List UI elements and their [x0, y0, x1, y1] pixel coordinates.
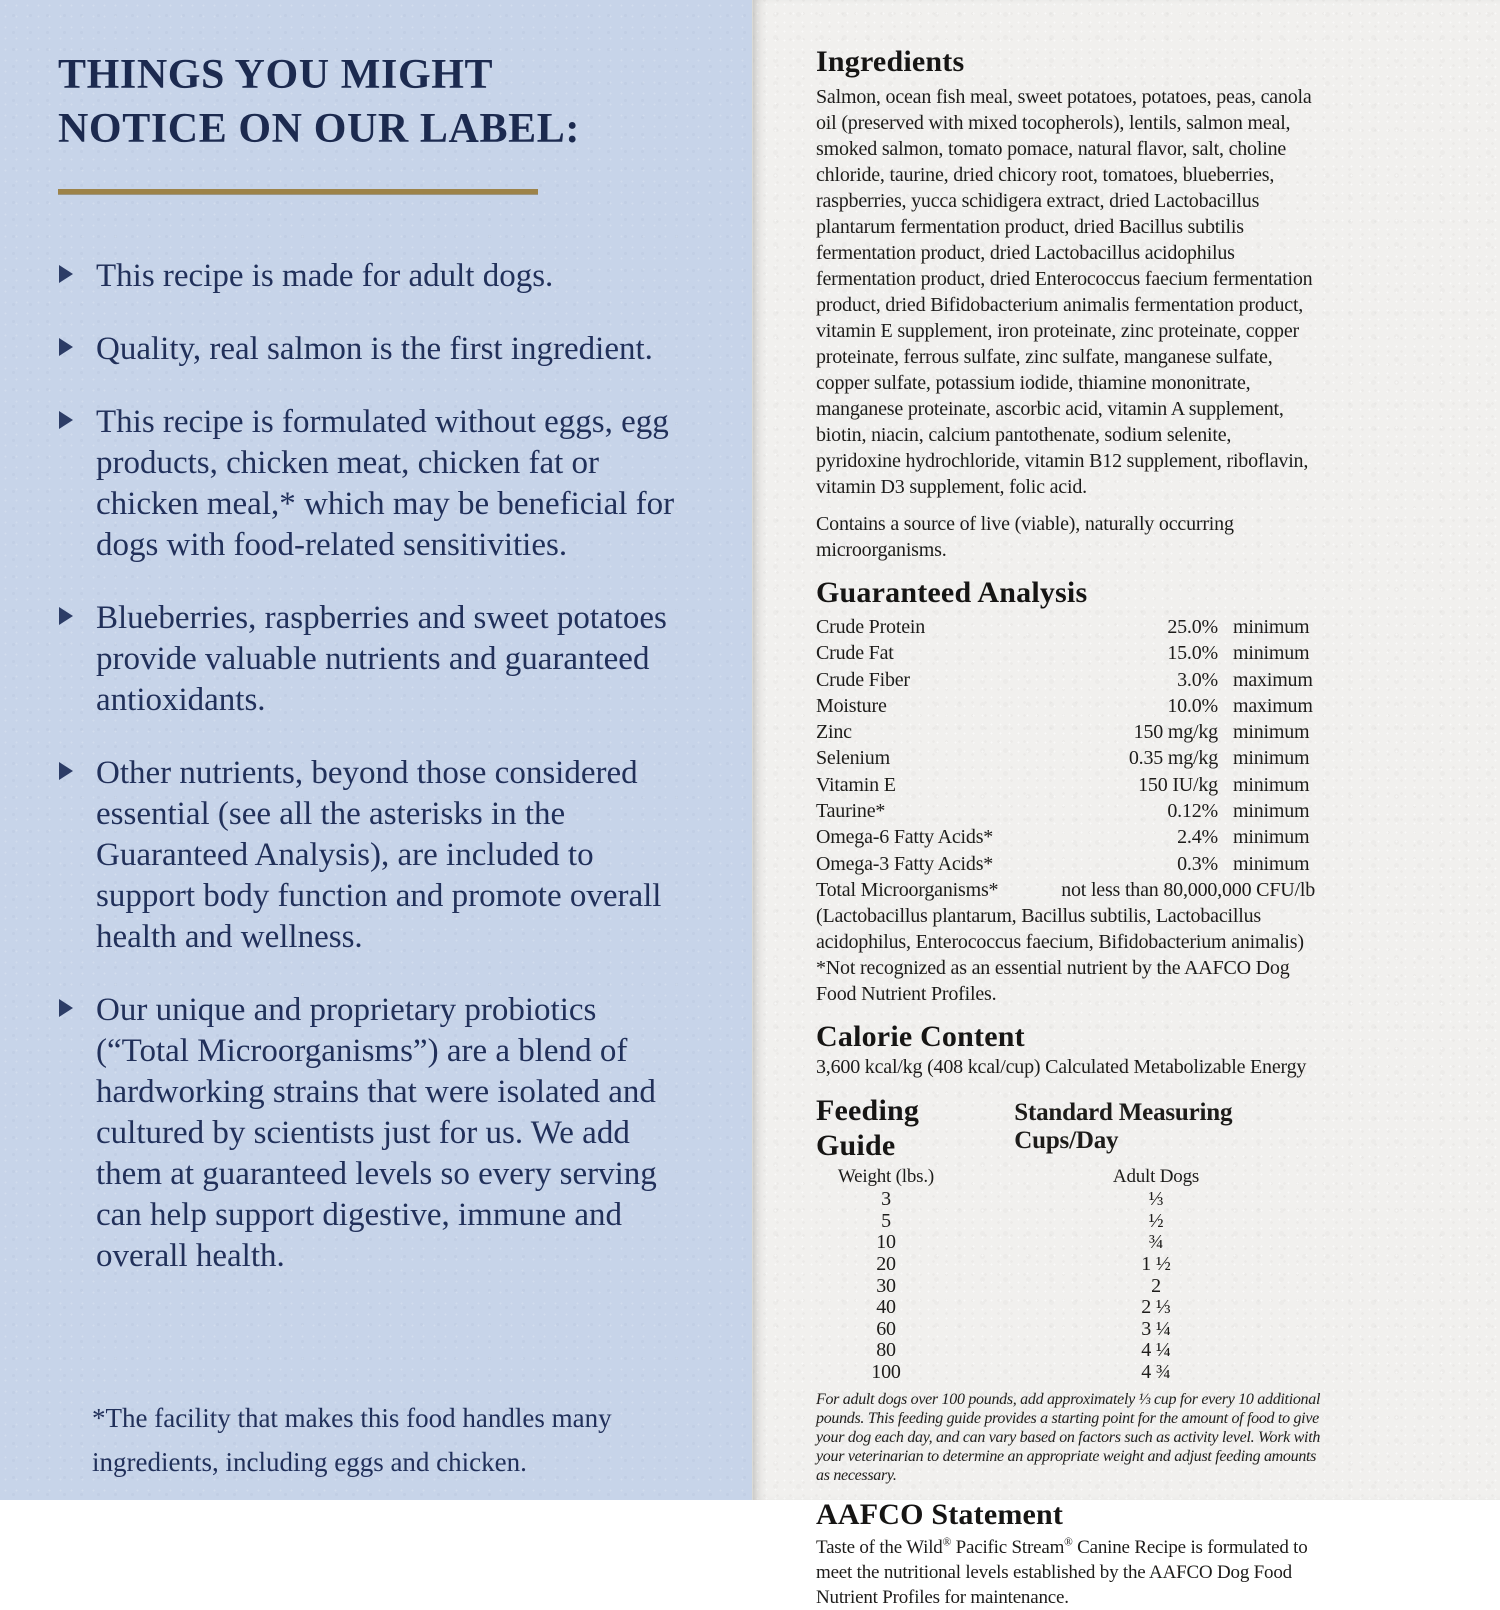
feeding-cups-value: 2 ⅓	[1141, 1296, 1171, 1319]
ga-nutrient-label: Omega-6 Fatty Acids*	[816, 826, 994, 849]
feeding-guide-row	[816, 1254, 1315, 1276]
feeding-cups-value: ⅓	[1148, 1188, 1164, 1211]
bullet-item	[58, 598, 686, 721]
ga-species-note: (Lactobacillus plantarum, Bacillus subtilis, Lactobacillus acidophilus, Enterococcus faecium, Bifidobacterium animalis)	[816, 905, 1304, 954]
ga-nutrient-qualifier: minimum	[1233, 852, 1310, 875]
feeding-weight-value: 40	[876, 1296, 896, 1319]
ga-nutrient-value: 3.0%	[1177, 668, 1218, 691]
feeding-guide-header	[816, 1093, 1315, 1163]
feeding-guide-row	[816, 1362, 1315, 1384]
ga-nutrient-label: Selenium	[816, 747, 890, 770]
feeding-weight-value: 60	[876, 1317, 896, 1340]
ga-nutrient-value: 0.12%	[1167, 800, 1218, 823]
ga-nutrient-qualifier: maximum	[1233, 668, 1313, 691]
feeding-guide-row	[816, 1340, 1315, 1362]
left-panel	[0, 0, 752, 1500]
feeding-cups-value: ¾	[1148, 1231, 1164, 1254]
ga-nutrient-label: Crude Protein	[816, 616, 926, 638]
feeding-guide-row	[816, 1211, 1315, 1233]
ga-row	[816, 614, 1315, 640]
triangle-bullet-icon	[59, 762, 73, 780]
ingredients-heading: Ingredients	[816, 45, 965, 78]
bullet-text: This recipe is formulated without eggs, egg products, chicken meat, chicken fat or chicken meal,* which may be beneficial for dogs with food-related sensitivities.	[96, 404, 675, 563]
feeding-guide-column-headers	[816, 1165, 1315, 1189]
ga-nutrient-value: 10.0%	[1167, 694, 1218, 717]
feeding-guide-cups-header: Adult Dogs	[1112, 1166, 1200, 1188]
feeding-guide-row	[816, 1276, 1315, 1298]
feeding-weight-value: 5	[881, 1209, 891, 1232]
feeding-weight-value: 80	[876, 1339, 896, 1362]
ga-nutrient-label: Zinc	[816, 721, 852, 744]
feeding-guide-row	[816, 1232, 1315, 1254]
left-panel-heading	[58, 48, 686, 156]
triangle-bullet-icon	[59, 265, 73, 283]
heading-line-1: THINGS YOU MIGHT	[58, 52, 494, 98]
feeding-guide-heading: Feeding Guide	[816, 1094, 920, 1163]
ga-nutrient-qualifier: minimum	[1233, 826, 1310, 849]
ga-nutrient-label: Crude Fiber	[816, 668, 910, 691]
ga-total-value: not less than 80,000,000 CFU/lb	[1061, 878, 1315, 901]
feeding-guide-row	[816, 1297, 1315, 1319]
registered-trademark-icon: ®	[942, 1536, 952, 1549]
feeding-cups-value: 1 ½	[1141, 1253, 1171, 1276]
feeding-weight-value: 3	[881, 1188, 891, 1211]
facility-footnote: *The facility that makes this food handles many ingredients, including eggs and chicken.	[92, 1403, 612, 1477]
feeding-cups-value: 4 ¼	[1141, 1339, 1171, 1362]
feeding-cups-value: ½	[1148, 1209, 1164, 1232]
bullet-item	[58, 990, 686, 1277]
ga-row	[816, 772, 1315, 798]
guaranteed-analysis-table	[816, 614, 1315, 877]
feeding-weight-value: 30	[876, 1274, 896, 1297]
bullet-text: This recipe is made for adult dogs.	[96, 258, 554, 294]
bullet-list	[58, 256, 686, 1277]
feeding-guide-row	[816, 1189, 1315, 1211]
ga-row	[816, 745, 1315, 771]
ga-nutrient-value: 150 IU/kg	[1138, 773, 1218, 796]
ga-nutrient-label: Vitamin E	[816, 773, 896, 796]
feeding-guide-table	[816, 1189, 1315, 1383]
bullet-text: Our unique and proprietary probiotics (“Total Microorganisms”) are a blend of hardworking strains that were isolated and cultured by scientists just for us. We add them at guaranteed levels so every serving can help support digestive, immune and overall health.	[96, 992, 657, 1274]
ga-nutrient-label: Crude Fat	[816, 642, 894, 665]
ga-asterisk-note: *Not recognized as an essential nutrient by the AAFCO Dog Food Nutrient Profiles.	[816, 957, 1290, 1006]
ga-nutrient-qualifier: minimum	[1233, 773, 1310, 796]
aafco-statement-heading: AAFCO Statement	[816, 1497, 1064, 1531]
ga-nutrient-qualifier: minimum	[1233, 642, 1310, 665]
aafco-brand-1: Taste of the Wild	[816, 1536, 943, 1558]
bullet-text: Quality, real salmon is the first ingredient.	[96, 331, 653, 367]
guaranteed-analysis-heading: Guaranteed Analysis	[816, 576, 1088, 609]
feeding-cups-value: 4 ¾	[1141, 1361, 1171, 1384]
feeding-guide-row	[816, 1319, 1315, 1341]
calorie-content-text: 3,600 kcal/kg (408 kcal/cup) Calculated Metabolizable Energy	[816, 1056, 1307, 1079]
triangle-bullet-icon	[59, 411, 73, 429]
ga-row	[816, 693, 1315, 719]
feeding-guide-weight-header: Weight (lbs.)	[837, 1166, 935, 1188]
feeding-weight-value: 100	[871, 1361, 901, 1384]
ga-total-label: Total Microorganisms*	[816, 878, 999, 901]
right-panel	[752, 0, 1500, 1608]
ga-row	[816, 667, 1315, 693]
ga-row	[816, 640, 1315, 666]
bullet-item	[58, 753, 686, 958]
ga-nutrient-qualifier: maximum	[1233, 694, 1313, 717]
ga-nutrient-value: 150 mg/kg	[1133, 721, 1218, 744]
ga-nutrient-value: 2.4%	[1177, 826, 1218, 849]
aafco-statement-rest: Canine Recipe is formulated to meet the nutritional levels established by the AAFCO Dog Food Nutrient Profiles for maintenance.	[816, 1536, 1308, 1608]
triangle-bullet-icon	[59, 338, 73, 356]
ingredients-text: Salmon, ocean fish meal, sweet potatoes, potatoes, peas, canola oil (preserved with mixed tocopherols), lentils, salmon meal, smoked salmon, tomato pomace, natural flavor, salt, choline chloride, taurine, dried chicory root, tomatoes, blueberries, raspberries, yucca schidigera extract, dried Lactobacillus plantarum fermentation product, dried Bacillus subtilis fermentation product, dried Lactobacillus acidophilus fermentation product, dried Enterococcus faecium fermentation product, dried Bifidobacterium animalis fermentation product, vitamin E supplement, iron proteinate, zinc proteinate, copper proteinate, ferrous sulfate, zinc sulfate, manganese sulfate, copper sulfate, potassium iodide, thiamine mononitrate, manganese proteinate, ascorbic acid, vitamin A supplement, biotin, niacin, calcium pantothenate, sodium selenite, pyridoxine hydrochloride, vitamin B12 supplement, riboflavin, vitamin D3 supplement, folic acid.	[816, 86, 1313, 498]
ga-nutrient-value: 15.0%	[1167, 642, 1218, 665]
registered-trademark-icon: ®	[1064, 1536, 1073, 1549]
ga-total-row	[816, 877, 1315, 903]
feeding-weight-value: 10	[876, 1231, 896, 1254]
ga-nutrient-qualifier: minimum	[1233, 721, 1310, 744]
feeding-cups-value: 2	[1151, 1274, 1161, 1297]
heading-line-2: NOTICE ON OUR LABEL:	[58, 106, 580, 152]
triangle-bullet-icon	[59, 607, 73, 625]
bullet-text: Blueberries, raspberries and sweet potatoes provide valuable nutrients and guaranteed antioxidants.	[96, 600, 667, 718]
ga-nutrient-value: 0.35 mg/kg	[1128, 747, 1218, 770]
calorie-content-heading: Calorie Content	[816, 1020, 1025, 1054]
ga-nutrient-label: Taurine*	[816, 800, 886, 823]
feeding-guide-note: For adult dogs over 100 pounds, add approximately ⅓ cup for every 10 additional pounds. This feeding guide provides a starting point for the amount of food to give your dog each day, and can vary based on factors such as activity level. Work with your veterinarian to determine an appropriate weight and adjust feeding amounts as necessary.	[816, 1390, 1321, 1484]
ga-nutrient-label: Omega-3 Fatty Acids*	[816, 852, 994, 875]
ga-nutrient-value: 0.3%	[1177, 852, 1218, 875]
bullet-text: Other nutrients, beyond those considered essential (see all the asterisks in the Guaranteed Analysis), are included to support body function and promote overall health and wellness.	[96, 755, 662, 955]
ga-row	[816, 719, 1315, 745]
aafco-brand-2: Pacific Stream	[951, 1536, 1065, 1558]
ga-row	[816, 851, 1315, 877]
ga-nutrient-value: 25.0%	[1167, 616, 1218, 638]
ga-row	[816, 798, 1315, 824]
ga-row	[816, 824, 1315, 850]
feeding-cups-value: 3 ¼	[1141, 1317, 1171, 1340]
bullet-item	[58, 329, 686, 370]
ga-nutrient-qualifier: minimum	[1233, 800, 1310, 823]
ga-nutrient-label: Moisture	[816, 694, 887, 717]
feeding-guide-subtitle: Standard Measuring Cups/Day	[1014, 1099, 1233, 1155]
contains-note: Contains a source of live (viable), naturally occurring microorganisms.	[816, 513, 1234, 561]
aafco-statement-text	[816, 1535, 1315, 1610]
ga-nutrient-qualifier: minimum	[1233, 616, 1310, 638]
bullet-item	[58, 402, 686, 566]
triangle-bullet-icon	[59, 999, 73, 1017]
ga-nutrient-qualifier: minimum	[1233, 747, 1310, 770]
bullet-item	[58, 256, 686, 297]
gold-divider-rule	[58, 189, 538, 194]
feeding-weight-value: 20	[876, 1253, 896, 1276]
